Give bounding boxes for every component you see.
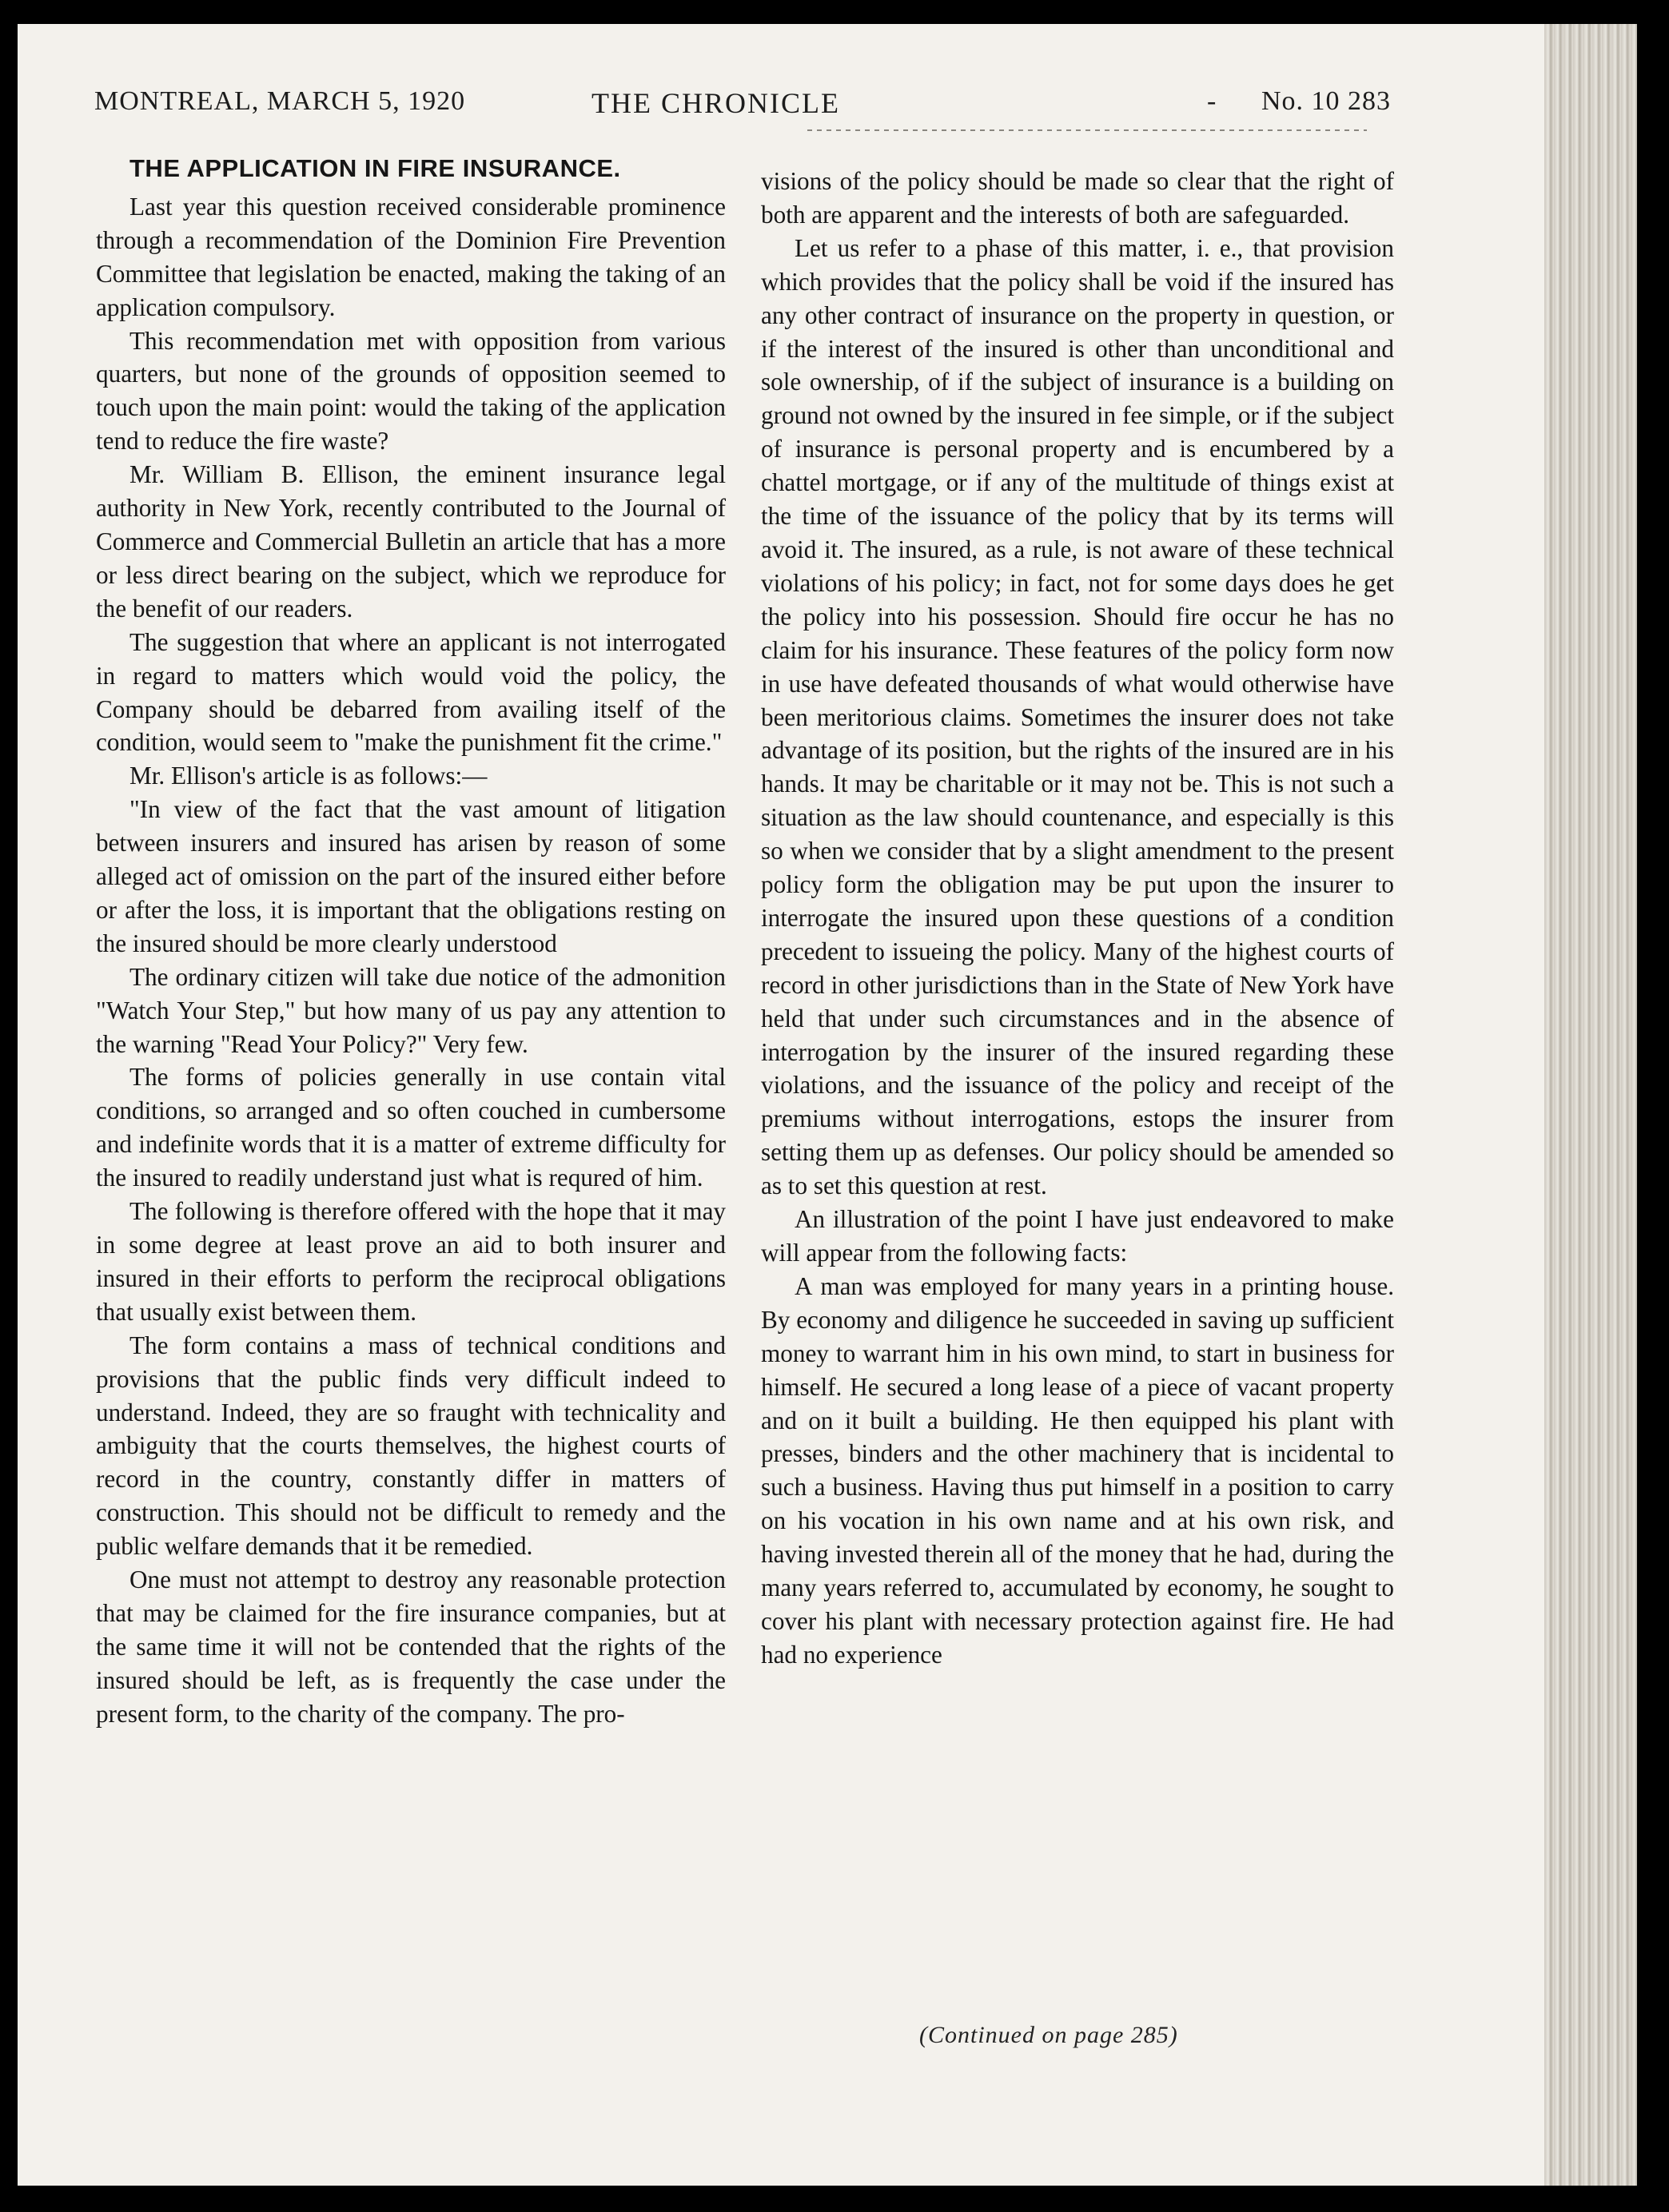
article-title: THE APPLICATION IN FIRE INSURANCE. (129, 154, 621, 182)
page-header (80, 86, 1391, 134)
paragraph: The suggestion that where an applicant is not interrogated in regard to matters which would void the policy, the Company should be debarred from availing itself of the condition, would seem to "make the punishment fit the crime." (96, 627, 726, 757)
paragraph: "In view of the fact that the vast amount of litigation between insurers and insured has arisen by reason of some alleged act of omission on the part of the insured either before or after the loss, it is important that the obligations resting on the insured should be more clearly understood (96, 795, 726, 957)
page-edge (1544, 24, 1637, 2186)
paragraph: This recommendation met with opposition from various quarters, but none of the grounds of opposition seemed to touch upon the main point: would the taking of the application tend to reduce the fire waste? (96, 326, 726, 456)
paragraph: An illustration of the point I have just endeavored to make will appear from the following facts: (761, 1205, 1394, 1267)
right-column-body (761, 165, 1394, 1672)
paragraph: Mr. William B. Ellison, the eminent insurance legal authority in New York, recently contributed to the Journal of Commerce and Commercial Bulletin an article that has a more or less direct bearing on the subject, which we reproduce for the benefit of our readers. (96, 460, 726, 623)
paragraph: Mr. Ellison's article is as follows:— (129, 762, 488, 790)
paragraph: Let us refer to a phase of this matter, i. e., that provision which provides that the policy shall be void if the insured has any other contract of insurance on the property in question, or if the interest of the insured is other than unconditional and sole ownership, of if the subject of insurance is a building on ground not owned by the insured in fee simple, or if the subject of insurance is personal property and is encumbered by a chattel mortgage, or if any of the multitude of things exist at the time of the issuance of the policy that by its terms will avoid it. The insured, as a rule, is not aware of these technical violations of his policy; in fact, not for some days does he get the policy into his possession. Should fire occur he has no claim for his insurance. These features of the policy form now in use have defeated thousands of what would otherwise have been meritorious claims. Sometimes the insurer does not take advantage of its position, but the rights of the insured are in his hands. It may be charitable or it may not be. This is not such a situation as the law should countenance, and especially is this so when we consider that by a slight amendment to the present policy form the obligation may be put upon the insurer to interrogate the insured upon these questions of a condition precedent to issueing the policy. Many of the highest courts of record in other jurisdictions than in the State of New York have held that under such circumstances and in the absence of interrogation by the insurer of the insured regarding these violations, and the issuance of the policy and receipt of the premiums without interrogations, estops the insurer from setting them up as defenses. Our policy should be amended so as to set this question at rest. (761, 233, 1394, 1200)
right-column (761, 165, 1394, 1672)
left-column-body (96, 190, 726, 1731)
paragraph: One must not attempt to destroy any reasonable protection that may be claimed for the fire insurance companies, but at the same time it will not be contended that the rights of the insured should be left, as is frequently the case under the present form, to the charity of the company. The pro- (96, 1566, 726, 1728)
paragraph: The ordinary citizen will take due notice of the admonition "Watch Your Step," but how many of us pay any attention to the warning "Read Your Policy?" Very few. (96, 962, 726, 1058)
paragraph: The form contains a mass of technical conditions and provisions that the public finds very difficult indeed to understand. Indeed, they are so fraught with technicality and ambiguity that the courts themselves, the highest courts of record in the country, constantly differ in matters of construction. This should not be difficult to remedy and the public welfare demands that it be remedied. (96, 1331, 726, 1561)
paragraph: visions of the policy should be made so clear that the right of both are apparent and the interests of both are safeguarded. (761, 167, 1394, 229)
header-mark: - (1207, 86, 1217, 116)
header-dateline: MONTREAL, MARCH 5, 1920 (94, 86, 466, 116)
paragraph: A man was employed for many years in a printing house. By economy and diligence he succeeded in saving up sufficient money to warrant him in his own mind, to start in business for himself. He secured a long lease of a piece of vacant property and on it built a building. He then equipped his plant with presses, binders and the other machinery that is incidental to such a business. Having thus put himself in a position to carry on his vocation in his own name and at his own risk, and having invested therein all of the money that he had, during the many years referred to, accumulated by economy, he sought to cover his plant with necessary protection against fire. He had had no experience (761, 1271, 1394, 1669)
header-issue-page: No. 10 283 (1261, 86, 1391, 116)
paragraph: The following is therefore offered with the hope that it may in some degree at least prove an aid to both insurer and insured in their efforts to perform the reciprocal obligations that usually exist between them. (96, 1197, 726, 1326)
header-rule (807, 129, 1367, 131)
header-masthead: THE CHRONICLE (592, 87, 840, 119)
paragraph: Last year this question received considerable prominence through a recommendation of the Dominion Fire Prevention Committee that legislation be enacted, making the taking of an application compulsory. (96, 192, 726, 321)
paragraph: The forms of policies generally in use contain vital conditions, so arranged and so often couched in cumbersome and indefinite words that it is a matter of extreme difficulty for the insured to readily understand just what is requred of him. (96, 1063, 726, 1192)
continued-note: (Continued on page 285) (919, 2022, 1178, 2048)
left-column (96, 152, 726, 1731)
